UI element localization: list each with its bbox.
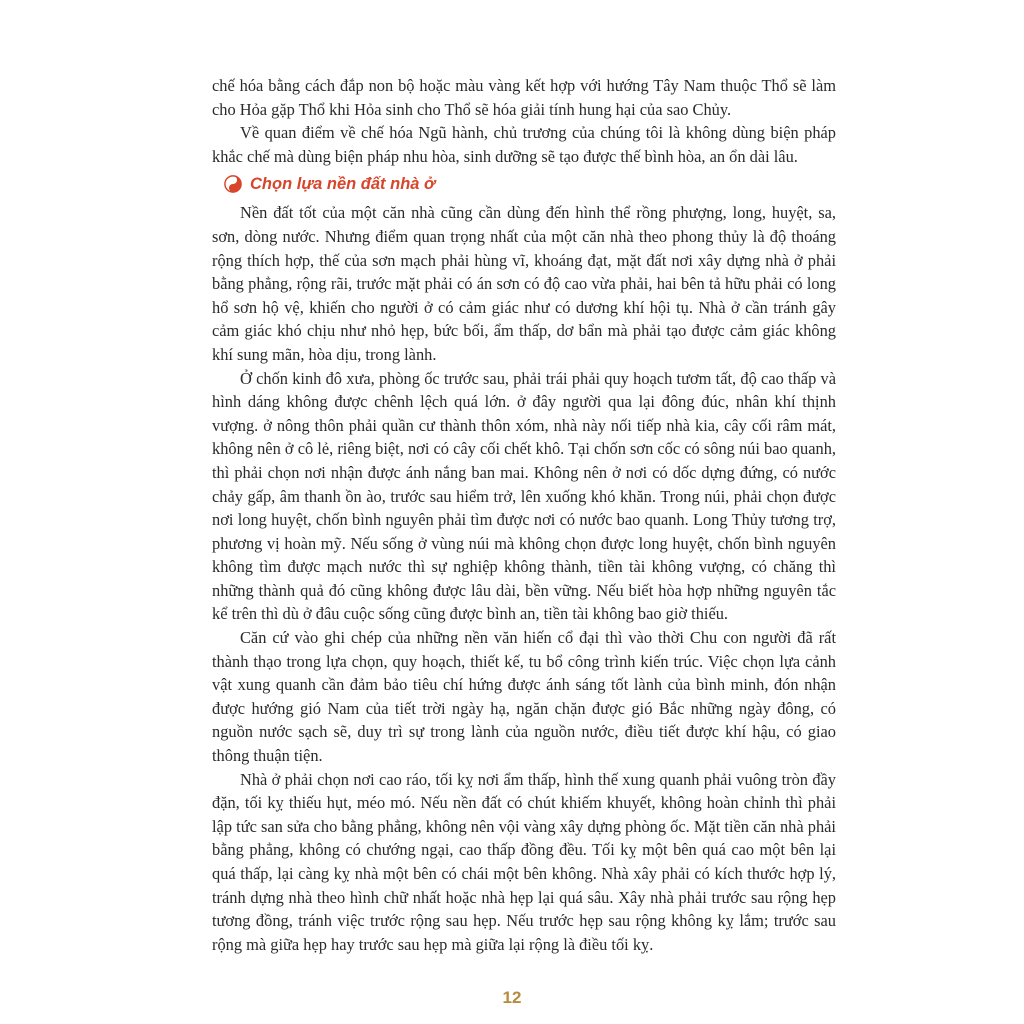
section-heading bbox=[224, 171, 836, 197]
paragraph-1: chế hóa bằng cách đắp non bộ hoặc màu vàng kết hợp với hướng Tây Nam thuộc Thổ sẽ làm cho Hỏa gặp Thổ khi Hỏa sinh cho Thổ sẽ hóa giải tính hung hại của sao Chủy. bbox=[212, 76, 836, 119]
paragraph-2: Về quan điểm về chế hóa Ngũ hành, chủ trương của chúng tôi là không dùng biện pháp khắc chế mà dùng biện pháp nhu hòa, sinh dưỡng sẽ tạo được thế bình hòa, an ổn dài lâu. bbox=[212, 123, 836, 166]
paragraph-6: Nhà ở phải chọn nơi cao ráo, tối kỵ nơi ẩm thấp, hình thế xung quanh phải vuông tròn đầy đặn, tối kỵ thiếu hụt, méo mó. Nếu nền đất có chút khiếm khuyết, không hoàn chỉnh thì phải lập tức san sửa cho bằng phẳng, không nên vội vàng xây dựng phòng ốc. Mặt tiền căn nhà phải bằng phẳng, không có chướng ngại, cao thấp đồng đều. Tối kỵ một bên quá cao một bên lại quá thấp, lại càng kỵ nhà một bên có chái một bên không. Nhà xây phải có kích thước hợp lý, tránh dựng nhà theo hình chữ nhất hoặc nhà hẹp lại quá sâu. Xây nhà phải trước sau rộng hẹp tương đồng, tránh việc trước rộng sau hẹp. Nếu trước hẹp sau rộng không kỵ lắm; trước sau rộng mà giữa hẹp hay trước sau hẹp mà giữa lại rộng là điều tối kỵ. bbox=[212, 769, 836, 954]
paragraph-4: Ở chốn kinh đô xưa, phòng ốc trước sau, phải trái phải quy hoạch tươm tất, độ cao thấp và hình dáng không được chênh lệch quá lớn. ở đây người qua lại đông đúc, nhân khí thịnh vượng. ở nông thôn phải quần cư thành thôn xóm, nhà này nối tiếp nhà kia, cây cối râm mát, không nên ở cô lẻ, riêng biệt, nơi có cây cối chết khô. Tại chốn sơn cốc có sông núi bao quanh, thì phải chọn nơi nhận được ánh nắng ban mai. Không nên ở nơi có dốc dựng đứng, có nước chảy gấp, âm thanh ồn ào, trước sau hiểm trở, lên xuống khó khăn. Trong núi, phải chọn được nơi long huyệt, chốn bình nguyên phải tìm được nơi có nước bao quanh. Long Thủy tương trợ, phương vị hoàn mỹ. Nếu sống ở vùng núi mà không chọn được long huyệt, chốn bình nguyên không tìm được mạch nước thì sự nghiệp không thành, tiền tài không vượng, có chăng thì những thành quả đó cũng không được lâu dài, bền vững. Nếu biết hòa hợp những nguyên tắc kể trên thì dù ở đâu cuộc sống cũng được bình an, tiền tài không bao giờ thiếu. bbox=[212, 368, 836, 624]
paragraph-5: Căn cứ vào ghi chép của những nền văn hiến cổ đại thì vào thời Chu con người đã rất thành thạo trong lựa chọn, quy hoạch, thiết kế, tu bổ công trình kiến trúc. Việc chọn lựa cảnh vật xung quanh cần đảm bảo tiêu chí hứng được ánh sáng tốt lành của bình minh, đón nhận được hướng gió Nam của tiết trời ngày hạ, ngăn chặn được gió Bắc những ngày đông, có nguồn nước sạch sẽ, duy trì sự trong lành của nguồn nước, điều tiết được khí hậu, có giao thông thuận tiện. bbox=[212, 628, 836, 766]
paragraph-3: Nền đất tốt của một căn nhà cũng cần dùng đến hình thể rồng phượng, long, huyệt, sa, sơn, dòng nước. Nhưng điểm quan trọng nhất của một căn nhà theo phong thủy là độ thoáng rộng thích hợp, thế của sơn mạch phải hùng vĩ, khoáng đạt, mặt đất nơi xây dựng nhà ở phải bằng phẳng, rộng rãi, trước mặt phải có án sơn có độ cao vừa phải, hai bên tả hữu phải có long hổ sơn hộ vệ, khiến cho người ở có cảm giác như có dương khí hội tụ. Nhà ở cần tránh gây cảm giác khó chịu như nhỏ hẹp, bức bối, ẩm thấp, dơ bẩn mà phải tạo được cảm giác không khí sung mãn, hòa dịu, trong lành. bbox=[212, 203, 836, 364]
yin-yang-icon bbox=[224, 175, 242, 193]
body-text bbox=[212, 74, 836, 956]
page-number: 12 bbox=[502, 988, 522, 1007]
section-heading-text: Chọn lựa nền đất nhà ở bbox=[250, 174, 436, 193]
